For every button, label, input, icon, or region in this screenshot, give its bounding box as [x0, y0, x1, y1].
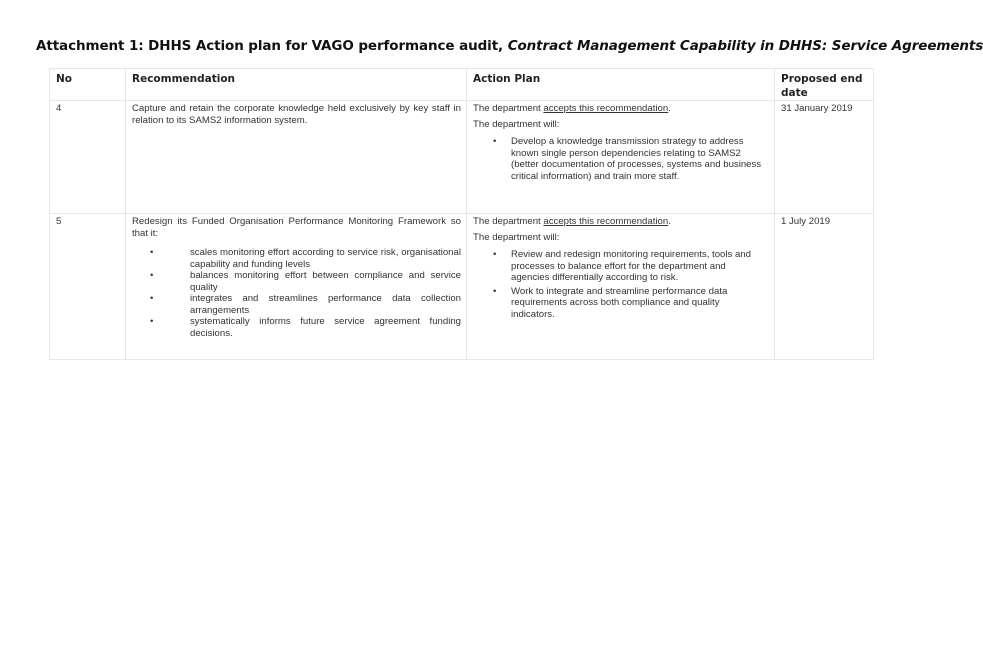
row-number: 4 — [56, 103, 62, 114]
page-title-text: Attachment 1: DHHS Action plan for VAGO performance audit, — [36, 38, 508, 54]
cell-recommendation — [126, 214, 467, 360]
action-intro-suffix: . — [668, 103, 671, 114]
action-will: The department will: — [473, 231, 560, 243]
bullet-icon: • — [493, 249, 497, 260]
cell-proposed-end-date — [775, 214, 874, 360]
table-row — [50, 101, 874, 214]
action-intro-prefix: The department — [473, 216, 544, 227]
cell-recommendation — [126, 101, 467, 214]
table-row — [50, 214, 874, 360]
list-item — [150, 316, 461, 339]
header-action-plan: Action Plan — [467, 69, 775, 101]
action-will: The department will: — [473, 118, 560, 130]
recommendation-text: Capture and retain the corporate knowledge held exclusively by key staff in relation to its SAMS2 information system. — [132, 103, 461, 126]
list-item — [473, 286, 769, 321]
list-item — [473, 136, 769, 182]
action-bullet-text: Review and redesign monitoring requirements, tools and processes to balance effort for the department and agencies differentially according to risk. — [511, 249, 751, 283]
bullet-icon: • — [493, 285, 497, 297]
recommendation-bullet-list — [132, 247, 461, 339]
accepts-recommendation-text: accepts this recommendation — [543, 216, 669, 227]
page-title — [36, 38, 983, 54]
cell-no — [50, 214, 126, 360]
header-proposed-end-date: Proposed end date — [775, 69, 874, 101]
action-plan-table — [49, 68, 874, 360]
bullet-icon: • — [150, 293, 154, 304]
action-intro — [473, 103, 769, 115]
row-number: 5 — [56, 216, 62, 227]
recommendation-bullet-text: scales monitoring effort according to service risk, organisational capability and funding levels — [190, 247, 461, 270]
action-intro-suffix: . — [668, 216, 671, 227]
proposed-end-date: 1 July 2019 — [781, 216, 831, 227]
action-bullet-list — [473, 249, 769, 320]
list-item — [150, 293, 461, 316]
list-item — [150, 270, 461, 293]
cell-action-plan — [467, 214, 775, 360]
bullet-icon: • — [493, 136, 497, 147]
cell-action-plan — [467, 101, 775, 214]
recommendation-bullet-text: balances monitoring effort between compliance and service quality — [190, 270, 461, 293]
action-bullet-list — [473, 136, 769, 182]
bullet-icon: • — [150, 270, 154, 281]
header-no: No — [50, 69, 126, 101]
table-header-row — [50, 69, 874, 101]
recommendation-text: Redesign its Funded Organisation Performance Monitoring Framework so that it: — [132, 216, 461, 239]
list-item — [150, 247, 461, 270]
header-recommendation: Recommendation — [126, 69, 467, 101]
bullet-icon: • — [150, 247, 154, 258]
action-bullet-text: Work to integrate and streamline performance data requirements across both compliance and quality indicators. — [511, 285, 728, 320]
accepts-recommendation-text: accepts this recommendation — [543, 103, 669, 114]
cell-no — [50, 101, 126, 214]
action-intro-prefix: The department — [473, 103, 544, 114]
page-title-italic: Contract Management Capability in DHHS: Service Agreements — [507, 38, 983, 54]
proposed-end-date: 31 January 2019 — [781, 103, 853, 114]
action-intro — [473, 216, 769, 228]
list-item — [473, 249, 769, 284]
recommendation-bullet-text: integrates and streamlines performance data collection arrangements — [190, 293, 461, 316]
recommendation-bullet-text: systematically informs future service agreement funding decisions. — [190, 316, 461, 339]
cell-proposed-end-date — [775, 101, 874, 214]
action-bullet-text: Develop a knowledge transmission strategy to address known single person dependencies relating to SAMS2 (better documentation of processes, systems and business critical information) and train more staff. — [511, 136, 762, 182]
bullet-icon: • — [150, 316, 154, 327]
